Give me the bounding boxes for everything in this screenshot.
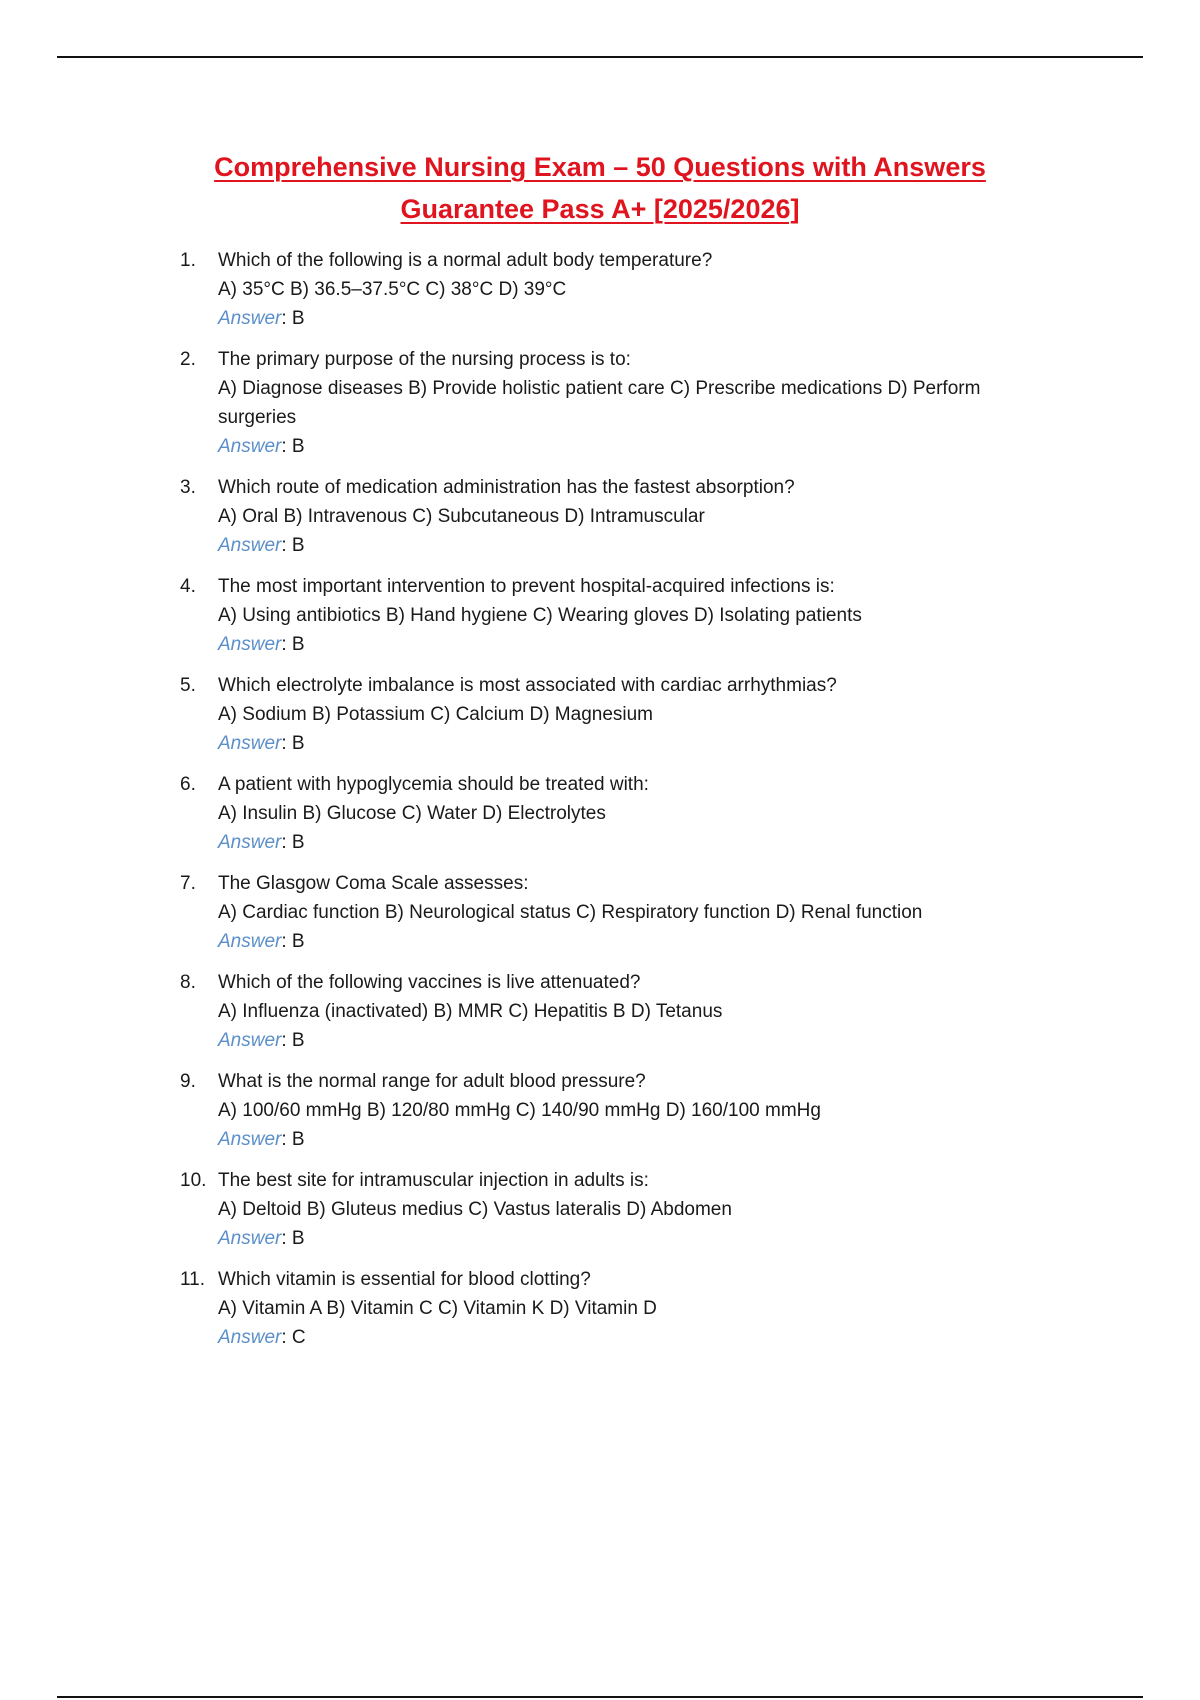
answer-label: Answer bbox=[218, 1327, 282, 1348]
answer-label: Answer bbox=[218, 832, 282, 853]
question-list bbox=[180, 246, 1040, 1364]
question-number: 3. bbox=[180, 477, 196, 498]
question-number: 2. bbox=[180, 349, 196, 370]
question-options: A) 100/60 mmHg B) 120/80 mmHg C) 140/90 mmHg D) 160/100 mmHg bbox=[218, 1100, 821, 1121]
question-item bbox=[180, 770, 1040, 857]
question-options: A) Diagnose diseases B) Provide holistic patient care C) Prescribe medications D) Perform surgeries bbox=[218, 378, 981, 428]
question-options: A) Cardiac function B) Neurological status C) Respiratory function D) Renal function bbox=[218, 902, 923, 923]
answer-value: B bbox=[291, 308, 305, 329]
question-text: Which of the following vaccines is live attenuated? bbox=[218, 972, 641, 993]
question-text: The primary purpose of the nursing process is to: bbox=[218, 349, 631, 370]
question-item bbox=[180, 1265, 1040, 1352]
answer-value: B bbox=[291, 1129, 305, 1150]
answer-line bbox=[218, 1125, 1040, 1154]
answer-separator: : bbox=[281, 1228, 292, 1249]
question-number: 5. bbox=[180, 675, 196, 696]
answer-line bbox=[218, 729, 1040, 758]
answer-line bbox=[218, 1323, 1040, 1352]
question-text: Which electrolyte imbalance is most associated with cardiac arrhythmias? bbox=[218, 675, 837, 696]
question-options: A) Oral B) Intravenous C) Subcutaneous D) Intramuscular bbox=[218, 506, 705, 527]
question-number: 7. bbox=[180, 873, 196, 894]
answer-value: B bbox=[291, 1030, 305, 1051]
question-options: A) 35°C B) 36.5–37.5°C C) 38°C D) 39°C bbox=[218, 279, 567, 300]
question-number: 4. bbox=[180, 576, 196, 597]
question-text: Which vitamin is essential for blood clotting? bbox=[218, 1269, 591, 1290]
question-options: A) Vitamin A B) Vitamin C C) Vitamin K D) Vitamin D bbox=[218, 1298, 657, 1319]
question-item bbox=[180, 1067, 1040, 1154]
answer-line bbox=[218, 531, 1040, 560]
question-text: The Glasgow Coma Scale assesses: bbox=[218, 873, 529, 894]
answer-line bbox=[218, 304, 1040, 333]
answer-label: Answer bbox=[218, 733, 282, 754]
question-text: A patient with hypoglycemia should be treated with: bbox=[218, 774, 649, 795]
question-options: A) Using antibiotics B) Hand hygiene C) Wearing gloves D) Isolating patients bbox=[218, 605, 862, 626]
footer-rule bbox=[57, 1696, 1143, 1698]
answer-label: Answer bbox=[218, 931, 282, 952]
question-item bbox=[180, 671, 1040, 758]
answer-line bbox=[218, 1224, 1040, 1253]
question-text: The most important intervention to prevent hospital-acquired infections is: bbox=[218, 576, 835, 597]
question-number: 10. bbox=[180, 1170, 207, 1191]
question-text: Which route of medication administration has the fastest absorption? bbox=[218, 477, 795, 498]
answer-value: B bbox=[291, 634, 305, 655]
answer-separator: : bbox=[281, 308, 292, 329]
answer-separator: : bbox=[281, 1327, 292, 1348]
answer-separator: : bbox=[281, 535, 292, 556]
answer-separator: : bbox=[281, 1129, 292, 1150]
answer-value: B bbox=[291, 1228, 305, 1249]
question-item bbox=[180, 572, 1040, 659]
question-number: 1. bbox=[180, 250, 196, 271]
question-item bbox=[180, 246, 1040, 333]
question-item bbox=[180, 968, 1040, 1055]
title-line-1: Comprehensive Nursing Exam – 50 Questions with Answers bbox=[214, 152, 986, 182]
answer-line bbox=[218, 828, 1040, 857]
answer-value: B bbox=[291, 931, 305, 952]
question-item bbox=[180, 869, 1040, 956]
answer-label: Answer bbox=[218, 1228, 282, 1249]
question-options: A) Sodium B) Potassium C) Calcium D) Magnesium bbox=[218, 704, 654, 725]
question-text: Which of the following is a normal adult body temperature? bbox=[218, 250, 713, 271]
answer-value: C bbox=[291, 1327, 306, 1348]
answer-separator: : bbox=[281, 436, 292, 457]
question-options: A) Influenza (inactivated) B) MMR C) Hepatitis B D) Tetanus bbox=[218, 1001, 723, 1022]
question-number: 8. bbox=[180, 972, 196, 993]
answer-separator: : bbox=[281, 634, 292, 655]
answer-value: B bbox=[291, 832, 305, 853]
answer-label: Answer bbox=[218, 535, 282, 556]
question-options: A) Deltoid B) Gluteus medius C) Vastus lateralis D) Abdomen bbox=[218, 1199, 732, 1220]
answer-separator: : bbox=[281, 733, 292, 754]
answer-label: Answer bbox=[218, 1129, 282, 1150]
question-item bbox=[180, 1166, 1040, 1253]
answer-line bbox=[218, 432, 1040, 461]
answer-label: Answer bbox=[218, 1030, 282, 1051]
answer-label: Answer bbox=[218, 436, 282, 457]
answer-separator: : bbox=[281, 1030, 292, 1051]
question-item bbox=[180, 473, 1040, 560]
question-item bbox=[180, 345, 1040, 461]
header-rule bbox=[57, 56, 1143, 58]
question-text: What is the normal range for adult blood pressure? bbox=[218, 1071, 646, 1092]
page-title bbox=[0, 146, 1200, 230]
answer-value: B bbox=[291, 733, 305, 754]
question-number: 6. bbox=[180, 774, 196, 795]
question-number: 11. bbox=[180, 1269, 206, 1290]
question-number: 9. bbox=[180, 1071, 196, 1092]
question-options: A) Insulin B) Glucose C) Water D) Electrolytes bbox=[218, 803, 606, 824]
answer-line bbox=[218, 1026, 1040, 1055]
question-text: The best site for intramuscular injection in adults is: bbox=[218, 1170, 649, 1191]
answer-label: Answer bbox=[218, 308, 282, 329]
answer-line bbox=[218, 630, 1040, 659]
answer-separator: : bbox=[281, 832, 292, 853]
answer-separator: : bbox=[281, 931, 292, 952]
title-line-2: Guarantee Pass A+ [2025/2026] bbox=[400, 194, 800, 224]
answer-label: Answer bbox=[218, 634, 282, 655]
answer-line bbox=[218, 927, 1040, 956]
answer-value: B bbox=[291, 535, 305, 556]
answer-value: B bbox=[291, 436, 305, 457]
